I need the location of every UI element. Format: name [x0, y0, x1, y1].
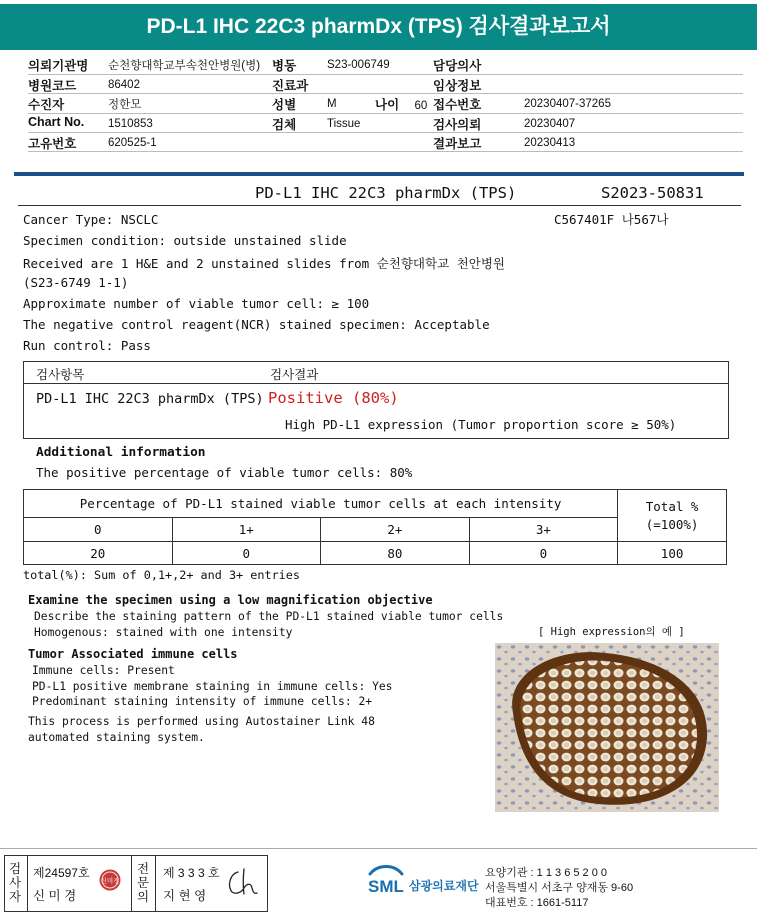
- total-cell: 100: [618, 542, 727, 565]
- label-clinical-info: 임상정보: [433, 78, 482, 93]
- tai-title: Tumor Associated immune cells: [28, 647, 238, 661]
- microscopy-image: [495, 643, 719, 812]
- logo-arc: [370, 867, 402, 875]
- label-receipt-no: 접수번호: [433, 98, 482, 112]
- divider: [28, 93, 743, 94]
- doctor-label: 전문의: [137, 862, 150, 904]
- value-institution: 순천향대학교부속천안병원(병): [108, 60, 261, 72]
- label-dept: 진료과: [272, 78, 309, 93]
- table-note: total(%): Sum of 0,1+,2+ and 3+ entries: [23, 568, 300, 582]
- total-header-line1: Total %: [645, 499, 699, 514]
- header-right: [433, 56, 481, 154]
- label-chart-no: Chart No.: [28, 114, 85, 129]
- label-hospital-code: 병원코드: [28, 78, 77, 93]
- report-heading-rule: [18, 205, 741, 206]
- label-ward: 병동: [272, 59, 297, 73]
- value-specimen: Tissue: [327, 117, 361, 130]
- sig-divider: [131, 855, 132, 911]
- divider: [28, 74, 743, 75]
- tester-label: 검사자: [9, 862, 22, 904]
- label-sex: 성별: [272, 98, 297, 112]
- report-number: S2023-50831: [601, 184, 704, 202]
- line-ncr: The negative control reagent(NCR) stained specimen: Acceptable: [23, 317, 490, 332]
- value-unique-no: 620525-1: [108, 137, 157, 149]
- value-patient: 정한모: [108, 99, 142, 111]
- label-institution: 의뢰기관명: [28, 59, 89, 73]
- line-specimen-id: (S23-6749 1-1): [23, 275, 129, 290]
- slide-code: C567401F 나567나: [554, 212, 669, 227]
- value-cell: 0: [172, 542, 321, 565]
- result-box-divider: [23, 383, 728, 384]
- value-receipt-no: 20230407-37265: [524, 98, 611, 110]
- value-cell: 0: [469, 542, 618, 565]
- tester-no: 제24597호: [33, 866, 90, 880]
- label-request-date: 검사의뢰: [433, 117, 482, 132]
- additional-text: The positive percentage of viable tumor cells: 80%: [36, 465, 413, 480]
- doctor-no: 제 3 3 3 호: [163, 866, 220, 880]
- label-specimen: 검체: [272, 117, 297, 132]
- result-item: PD-L1 IHC 22C3 pharmDx (TPS): [36, 391, 264, 407]
- value-report-date: 20230413: [524, 137, 576, 149]
- col-header: 2+: [321, 518, 470, 542]
- label-age: 나이: [375, 98, 400, 112]
- logo-text: SML: [368, 877, 404, 896]
- examine-title: Examine the specimen using a low magnification objective: [28, 593, 433, 607]
- org-address: 서울특별시 서초구 양재동 9-60: [485, 882, 634, 894]
- value-cell: 80: [321, 542, 470, 565]
- label-patient: 수진자: [28, 98, 65, 112]
- line-viable-cells: Approximate number of viable tumor cell: ≥ 100: [23, 296, 370, 311]
- agency-no: 요양기관 : 1 1 3 6 5 2 0 0: [485, 867, 608, 879]
- report-test-name: PD-L1 IHC 22C3 pharmDx (TPS): [255, 184, 517, 202]
- result-col2-header: 검사결과: [270, 367, 319, 382]
- org-phone: 대표번호 : 1661-5117: [485, 897, 589, 909]
- header-left-values: [108, 57, 260, 155]
- total-header: [618, 490, 727, 542]
- value-request-date: 20230407: [524, 117, 576, 130]
- value-hospital-code: 86402: [108, 78, 140, 91]
- process-line-1: This process is performed using Autostainer Link 48: [28, 715, 375, 728]
- image-caption: [ High expression의 예 ]: [538, 626, 685, 638]
- col-header: 1+: [172, 518, 321, 542]
- table-header-text: Percentage of PD-L1 stained viable tumor cells at each intensity: [79, 496, 562, 511]
- doctor-signature: [224, 866, 260, 898]
- header-left: [28, 56, 88, 154]
- sig-divider: [155, 855, 156, 911]
- result-expression: High PD-L1 expression (Tumor proportion score ≥ 50%): [285, 417, 677, 432]
- value-ward: S23-006749: [327, 59, 390, 71]
- value-sex: M: [327, 98, 337, 110]
- header-right-values: [524, 57, 611, 155]
- seal-text: 신미경: [100, 877, 120, 885]
- examine-line-1: Describe the staining pattern of the PD-L1 stained viable tumor cells: [34, 610, 504, 623]
- sig-divider: [27, 855, 28, 911]
- divider: [28, 151, 743, 152]
- result-col1-header: 검사항목: [36, 367, 85, 382]
- tai-line-2: PD-L1 positive membrane staining in immune cells: Yes: [32, 680, 393, 693]
- value-chart-no: 1510853: [108, 117, 153, 130]
- age-field: [375, 95, 427, 113]
- result-positive: Positive (80%): [268, 389, 399, 407]
- label-unique-no: 고유번호: [28, 137, 77, 151]
- total-header-line2: (=100%): [645, 517, 699, 532]
- label-report-date: 결과보고: [433, 137, 482, 151]
- divider: [28, 132, 743, 133]
- line-received: Received are 1 H&E and 2 unstained slides from 순천향대학교 천안병원: [23, 256, 505, 271]
- value-cell: 20: [24, 542, 173, 565]
- examine-line-2: Homogenous: stained with one intensity: [34, 626, 293, 639]
- tester-seal: [98, 868, 122, 892]
- line-cancer-type: Cancer Type: NSCLC: [23, 212, 159, 227]
- value-age: 60: [414, 100, 428, 112]
- org-name: 삼광의료재단: [409, 879, 479, 893]
- report-title: PD-L1 IHC 22C3 pharmDx (TPS) 검사결과보고서: [0, 4, 757, 50]
- additional-title: Additional information: [36, 445, 206, 460]
- intensity-table: [23, 489, 727, 565]
- line-run-control: Run control: Pass: [23, 338, 151, 353]
- doctor-name: 지 현 영: [163, 889, 207, 903]
- tai-line-3: Predominant staining intensity of immune cells: 2+: [32, 695, 373, 708]
- signature-stroke: [230, 869, 257, 894]
- sml-logo: [364, 862, 408, 898]
- col-header: 3+: [469, 518, 618, 542]
- header-mid: [272, 56, 308, 134]
- tester-name: 신 미 경: [33, 889, 77, 903]
- tai-line-1: Immune cells: Present: [32, 664, 175, 677]
- line-specimen-condition: Specimen condition: outside unstained slide: [23, 233, 347, 248]
- process-line-2: automated staining system.: [28, 731, 205, 744]
- label-doctor: 담당의사: [433, 59, 482, 73]
- table-header: [24, 490, 618, 518]
- section-rule: [14, 172, 744, 176]
- footer-rule: [0, 848, 757, 849]
- col-header: 0: [24, 518, 173, 542]
- divider: [28, 113, 743, 114]
